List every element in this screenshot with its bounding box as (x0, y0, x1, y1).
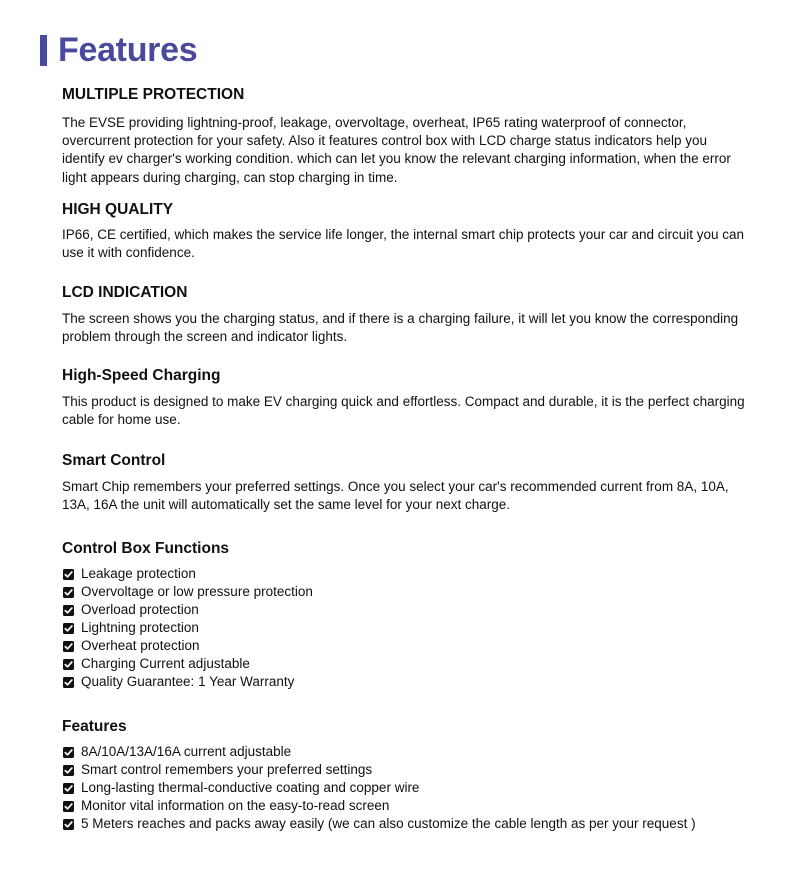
title-accent-bar (40, 35, 47, 66)
section-high-speed-charging (62, 366, 752, 429)
checklist-item (62, 797, 762, 815)
checkbox-checked-icon (63, 587, 74, 598)
checkbox-checked-icon (63, 569, 74, 580)
checkbox-checked-icon (63, 641, 74, 652)
section-features-list (62, 717, 762, 833)
section-body: The screen shows you the charging status, and if there is a charging failure, it will let you know the corresponding problem through the screen and indicator lights. (62, 311, 739, 345)
checkbox-checked-icon (63, 801, 74, 812)
checklist-item-label: Overvoltage or low pressure protection (81, 584, 313, 599)
checklist-item-label: Charging Current adjustable (81, 656, 250, 671)
checklist-item (62, 673, 752, 691)
section-control-box-functions (62, 539, 752, 691)
checklist-item-label: 8A/10A/13A/16A current adjustable (81, 744, 292, 759)
section-lcd-indication (62, 283, 752, 346)
checklist-item (62, 619, 752, 637)
checklist-item (62, 565, 752, 583)
checkbox-checked-icon (63, 765, 74, 776)
page-header (40, 30, 197, 70)
checklist-item (62, 601, 752, 619)
section-heading: LCD INDICATION (62, 284, 188, 301)
checklist-item (62, 743, 762, 761)
checklist-item-label: 5 Meters reaches and packs away easily (we can also customize the cable length as per your request ) (81, 816, 696, 831)
checklist-item-label: Smart control remembers your preferred settings (81, 762, 373, 777)
section-heading: Control Box Functions (62, 540, 230, 557)
checklist-item (62, 637, 752, 655)
section-body: The EVSE providing lightning-proof, leakage, overvoltage, overheat, IP65 rating waterproof of connector, overcurrent protection for your safety. Also it features control box with LCD charge status indicators help you identify ev charger's working condition. which can let you know the relevant charging information, when the error light appears during charging, can stop charging in time. (62, 115, 731, 185)
checklist-item (62, 655, 752, 673)
section-heading: High-Speed Charging (62, 367, 221, 384)
page-title: Features (58, 31, 198, 69)
checkbox-checked-icon (63, 623, 74, 634)
section-body: Smart Chip remembers your preferred settings. Once you select your car's recommended current from 8A, 10A, 13A, 16A the unit will automatically set the same level for your next charge. (62, 479, 729, 513)
checkbox-checked-icon (63, 747, 74, 758)
section-multiple-protection (62, 85, 752, 187)
checklist-item (62, 761, 762, 779)
checkbox-checked-icon (63, 783, 74, 794)
checklist-item (62, 815, 762, 833)
checklist-item-label: Leakage protection (81, 566, 196, 581)
checkbox-checked-icon (63, 677, 74, 688)
section-heading: MULTIPLE PROTECTION (62, 86, 245, 103)
section-body: IP66, CE certified, which makes the service life longer, the internal smart chip protects your car and circuit you can use it with confidence. (62, 227, 745, 261)
section-smart-control (62, 451, 752, 514)
section-heading: Smart Control (62, 452, 166, 469)
section-heading: Features (62, 718, 127, 735)
checklist-item-label: Overheat protection (81, 638, 200, 653)
checkbox-checked-icon (63, 659, 74, 670)
checkbox-checked-icon (63, 819, 74, 830)
checklist-item-label: Lightning protection (81, 620, 199, 635)
checklist-item-label: Monitor vital information on the easy-to-read screen (81, 798, 390, 813)
control-box-checklist (62, 565, 752, 691)
checklist-item-label: Overload protection (81, 602, 199, 617)
checkbox-checked-icon (63, 605, 74, 616)
checklist-item-label: Long-lasting thermal-conductive coating and copper wire (81, 780, 420, 795)
checklist-item (62, 583, 752, 601)
checklist-item (62, 779, 762, 797)
section-body: This product is designed to make EV charging quick and effortless. Compact and durable, it is the perfect charging cable for home use. (62, 394, 745, 428)
section-heading: HIGH QUALITY (62, 201, 174, 218)
section-high-quality (62, 200, 752, 262)
checklist-item-label: Quality Guarantee: 1 Year Warranty (81, 674, 295, 689)
features-checklist (62, 743, 762, 833)
